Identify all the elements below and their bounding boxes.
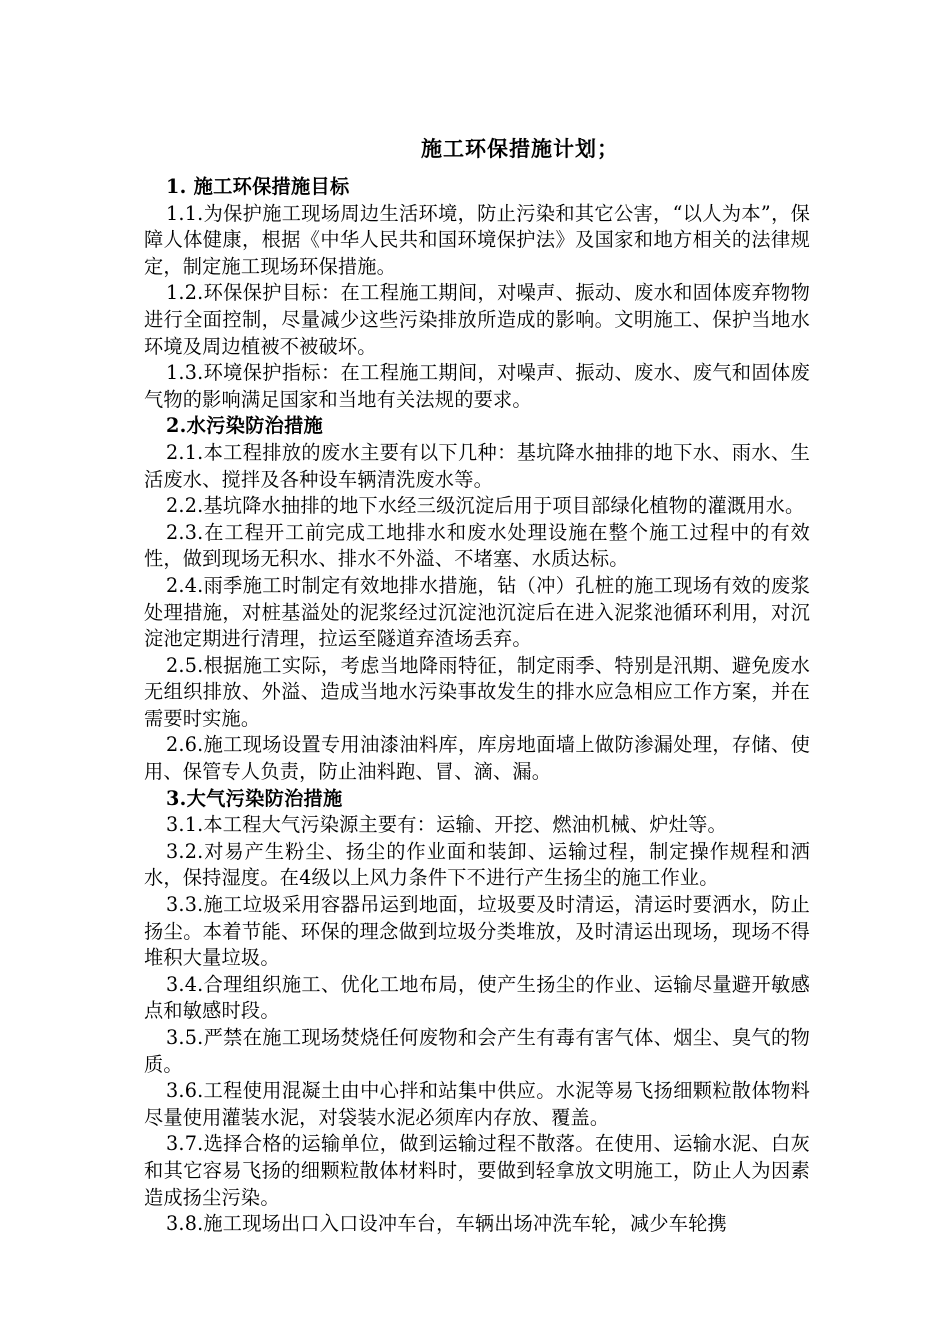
paragraph: 2.5.根据施工实际，考虑当地降雨特征，制定雨季、特别是汛期、避免废水无组织排放、外溢、造成当地水污染事故发生的排水应急相应工作方案，并在需要时实施。 [144, 653, 810, 730]
section-heading: 3.大气污染防治措施 [166, 786, 343, 810]
paragraph: 3.3.施工垃圾采用容器吊运到地面，垃圾要及时清运，清运时要洒水，防止扬尘。本着节能、环保的理念做到垃圾分类堆放，及时清运出现场，现场不得堆积大量垃圾。 [144, 893, 810, 970]
paragraph: 2.1.本工程排放的废水主要有以下几种：基坑降水抽排的地下水、雨水、生活废水、搅拌及各种设车辆清洗废水等。 [144, 440, 810, 491]
document-body [144, 174, 810, 1238]
paragraph: 2.3.在工程开工前完成工地排水和废水处理设施在整个施工过程中的有效性，做到现场无积水、排水不外溢、不堵塞、水质达标。 [144, 520, 810, 571]
document-title: 施工环保措施计划； [421, 136, 619, 161]
paragraph: 1.1.为保护施工现场周边生活环境，防止污染和其它公害，“以人为本”，保障人体健康，根据《中华人民共和国环境保护法》及国家和地方相关的法律规定，制定施工现场环保措施。 [144, 201, 810, 278]
paragraph: 2.4.雨季施工时制定有效地排水措施，钻（冲）孔桩的施工现场有效的废浆处理措施，对桩基溢处的泥浆经过沉淀池沉淀后在进入泥浆池循环利用，对沉淀池定期进行清理，拉运至隧道弃渣场丢弃。 [144, 573, 810, 651]
paragraph: 3.1.本工程大气污染源主要有：运输、开挖、燃油机械、炉灶等。 [166, 813, 727, 837]
paragraph: 3.4.合理组织施工、优化工地布局，使产生扬尘的作业、运输尽量避开敏感点和敏感时段。 [144, 972, 810, 1023]
section-heading: 2.水污染防治措施 [166, 414, 324, 438]
paragraph: 2.2.基坑降水抽排的地下水经三级沉淀后用于项目部绿化植物的灌溉用水。 [166, 494, 805, 518]
section-heading: 1. 施工环保措施目标 [166, 175, 350, 198]
paragraph: 2.6.施工现场设置专用油漆油料库，库房地面墙上做防渗漏处理，存储、使用、保管专人负责，防止油料跑、冒、滴、漏。 [144, 733, 810, 784]
paragraph: 3.7.选择合格的运输单位，做到运输过程不散落。在使用、运输水泥、白灰和其它容易飞扬的细颗粒散体材料时，要做到轻拿放文明施工，防止人为因素造成扬尘污染。 [144, 1132, 810, 1209]
paragraph: 1.3.环境保护指标：在工程施工期间，对噪声、振动、废水、废气和固体废气物的影响满足国家和当地有关法规的要求。 [144, 361, 810, 411]
paragraph: 3.2.对易产生粉尘、扬尘的作业面和装卸、运输过程，制定操作规程和洒水，保持湿度。在4级以上风力条件下不进行产生扬尘的施工作业。 [144, 839, 810, 890]
paragraph: 3.6.工程使用混凝土由中心拌和站集中供应。水泥等易飞扬细颗粒散体物料尽量使用灌装水泥，对袋装水泥必须库内存放、覆盖。 [144, 1079, 810, 1129]
paragraph: 3.5.严禁在施工现场焚烧任何废物和会产生有毒有害气体、烟尘、臭气的物质。 [144, 1026, 810, 1076]
paragraph: 3.8.施工现场出口入口设冲车台，车辆出场冲洗车轮，减少车轮携 [166, 1212, 727, 1236]
paragraph: 1.2.环保保护目标：在工程施工期间，对噪声、振动、废水和固体废弃物物进行全面控制，尽量减少这些污染排放所造成的影响。文明施工、保护当地水环境及周边植被不被破坏。 [144, 281, 810, 358]
